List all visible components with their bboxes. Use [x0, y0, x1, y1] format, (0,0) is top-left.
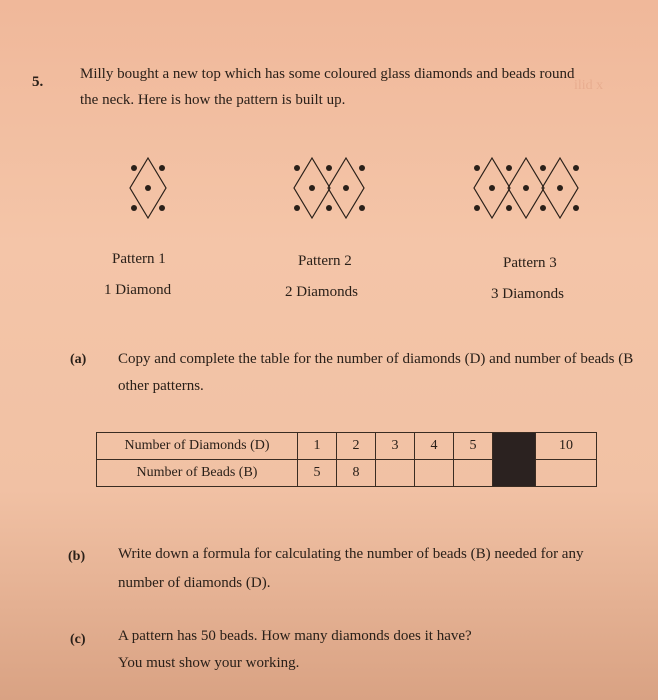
shaded-cell	[493, 433, 536, 487]
part-b-line1: Write down a formula for calculating the number of beads (B) needed for any	[118, 546, 584, 562]
table-row-diamonds	[97, 433, 597, 460]
pattern-1-figure	[118, 150, 178, 226]
pattern-3-diamonds: 3 Diamonds	[491, 286, 564, 302]
table-cell	[454, 460, 493, 487]
pattern-2-figure	[284, 150, 374, 226]
question-intro-line1: Milly bought a new top which has some coloured glass diamonds and beads round	[80, 66, 575, 82]
table-cell: 10	[536, 433, 597, 460]
part-b-line2: number of diamonds (D).	[118, 575, 271, 591]
part-b-letter: (b)	[68, 549, 86, 564]
table-cell: 8	[337, 460, 376, 487]
faded-background-text: ilid x	[574, 78, 604, 93]
row-header-diamonds: Number of Diamonds (D)	[97, 433, 298, 460]
table-cell: 1	[298, 433, 337, 460]
table-cell: 5	[298, 460, 337, 487]
question-number: 5.	[32, 74, 44, 90]
pattern-3-figure	[464, 150, 588, 226]
table-cell: 5	[454, 433, 493, 460]
pattern-3-name: Pattern 3	[503, 255, 557, 271]
table-cell: 4	[415, 433, 454, 460]
part-a-line2: other patterns.	[118, 378, 204, 394]
table-cell	[415, 460, 454, 487]
pattern-2-name: Pattern 2	[298, 253, 352, 269]
pattern-1-diamonds: 1 Diamond	[104, 282, 172, 298]
table-cell: 3	[376, 433, 415, 460]
table-cell	[536, 460, 597, 487]
diamonds-beads-table	[96, 432, 597, 487]
pattern-1-name: Pattern 1	[112, 251, 166, 267]
part-c-line2: You must show your working.	[118, 655, 300, 671]
part-a-letter: (a)	[70, 352, 87, 367]
table-cell: 2	[337, 433, 376, 460]
part-c-line1: A pattern has 50 beads. How many diamonds does it have?	[118, 628, 472, 644]
pattern-2-diamonds: 2 Diamonds	[285, 284, 358, 300]
part-c-letter: (c)	[70, 632, 86, 647]
part-a-line1: Copy and complete the table for the number of diamonds (D) and number of beads (B	[118, 351, 634, 367]
question-intro-line2: the neck. Here is how the pattern is built up.	[80, 92, 346, 108]
row-header-beads: Number of Beads (B)	[97, 460, 298, 487]
table-cell	[376, 460, 415, 487]
